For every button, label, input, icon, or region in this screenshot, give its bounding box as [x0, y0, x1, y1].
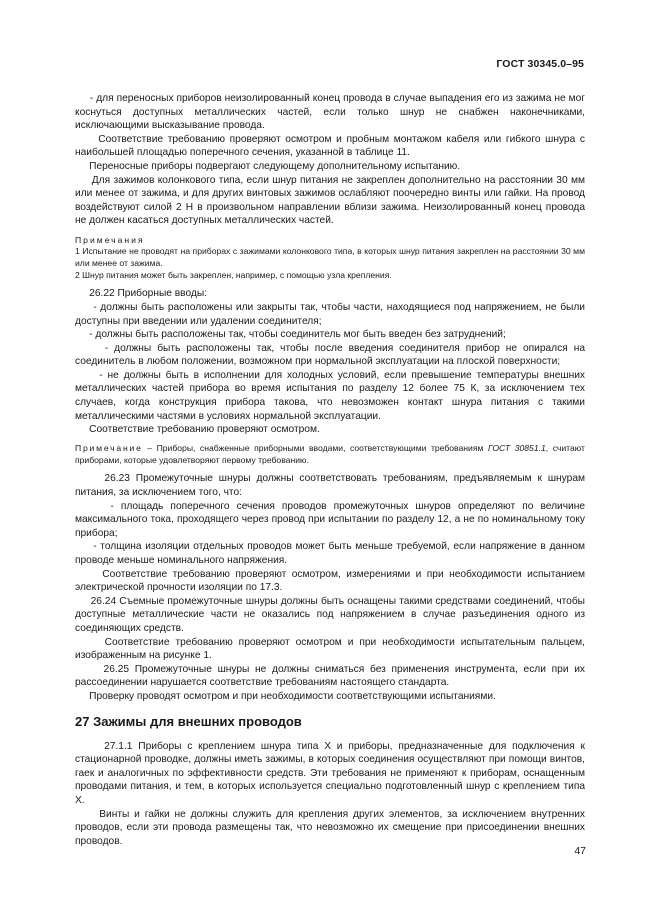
- page-content: [75, 92, 588, 848]
- clause-title: 26.22 Приборные вводы:: [75, 288, 208, 300]
- note-block: [75, 443, 585, 467]
- notes-heading: Примечания: [75, 234, 145, 245]
- paragraph: Соответствие требованию проверяют осмотром, измерениями и при необходимости испытанием электрической прочности изоляции по 17.3.: [75, 568, 588, 594]
- note-item: 2 Шнур питания может быть закреплен, например, с помощью узла крепления.: [75, 269, 392, 280]
- page-number: 47: [574, 845, 586, 857]
- list-item: - должны быть расположены так, чтобы соединитель мог быть введен без затруднений;: [75, 329, 506, 341]
- paragraph: Проверку проводят осмотром и при необходимости соответствующими испытаниями.: [75, 690, 496, 702]
- paragraph: Переносные приборы подвергают следующему дополнительному испытанию.: [75, 160, 461, 172]
- list-item: - должны быть расположены так, чтобы после введения соединителя прибор не опирался на соединитель в любом положении, возможном при нормальной эксплуатации на плоской поверхности;: [75, 342, 588, 368]
- paragraph: Винты и гайки не должны служить для крепления других элементов, за исключением внутренних проводов, если эти провода размещены так, что невозможно их смещение при присоединении внешних проводов.: [75, 808, 588, 847]
- note-item: 1 Испытание не проводят на приборах с зажимами колонкового типа, в которых шнур питания закреплен на расстоянии 30 мм или менее от зажима.: [75, 245, 585, 268]
- clause-paragraph: 26.25 Промежуточные шнуры не должны сниматься без применения инструмента, если при их рассоединении нарушается соответствие требованиям настоящего стандарта.: [75, 663, 588, 689]
- clause-paragraph: 27.1.1 Приборы с креплением шнура типа X и приборы, предназначенные для подключения к стационарной проводке, должны иметь зажимы, в которых соединения осуществляют при помощи винтов, гаек и аналогичных по эффективности средств. Эти требования не применяют к приборам, оснащенным проводами питания, и тем, в которых используется специально подготовленный шнур с креплением типа X.: [75, 740, 588, 806]
- list-item: - толщина изоляции отдельных проводов может быть меньше требуемой, если напряжение в данном проводе меньше номинального напряжения.: [75, 541, 588, 567]
- standard-header: ГОСТ 30345.0–95: [496, 58, 584, 70]
- paragraph: - для переносных приборов неизолированный конец провода в случае выпадения его из зажима не мог коснуться доступных металлических частей, если только шнур не снабжен наконечниками, исключающими высказывание провода.: [75, 93, 588, 132]
- list-item: - должны быть расположены или закрыты так, чтобы части, находящиеся под напряжением, не были доступны при введении или удалении соединителя;: [75, 301, 588, 327]
- standard-reference: ГОСТ 30851.1: [487, 442, 546, 453]
- paragraph: Для зажимов колонкового типа, если шнур питания не закреплен дополнительно на расстоянии 30 мм или менее от зажима, и для других винтовых зажимов ослабляют поочередно винты или гайки. На провод воздействуют силой 2 Н в произвольном направлении вблизи зажима. Неизолированный конец провода не должен касаться доступных металлических частей.: [75, 174, 588, 227]
- paragraph: Соответствие требованию проверяют осмотром.: [75, 424, 320, 436]
- note-label: Примечание: [75, 442, 143, 453]
- section-title: 27 Зажимы для внешних проводов: [75, 713, 302, 729]
- paragraph: Соответствие требованию проверяют осмотром и при необходимости испытательным пальцем, изображенным на рисунке 1.: [75, 636, 588, 662]
- clause-paragraph: 26.24 Съемные промежуточные шнуры должны быть оснащены такими средствами соединений, чтобы доступные металлические части не оказались под напряжением в случае разъединения одного из соединяющих средств.: [75, 595, 588, 634]
- note-text: – Приборы, снабженные приборными вводами, соответствующими требованиям: [142, 442, 488, 453]
- paragraph: Соответствие требованию проверяют осмотром и пробным монтажом кабеля или гибкого шнура с наибольшей площадью поперечного сечения, указанной в таблице 11.: [75, 133, 588, 159]
- list-item: - площадь поперечного сечения проводов промежуточных шнуров определяют по величине максимального тока, проходящего через провод при испытании по разделу 12, а не по номинальному току прибора;: [75, 500, 588, 539]
- clause-paragraph: 26.23 Промежуточные шнуры должны соответствовать требованиям, предъявляемым к шнурам питания, за исключением того, что:: [75, 473, 588, 499]
- list-item: - не должны быть в исполнении для холодных условий, если превышение температуры внешних металлических частей прибора во время испытания по разделу 12 более 75 К, за исключением тех случаев, когда конструкция прибора такова, что невозможен контакт шнура питания с такими металлическими частями в условиях нормальной эксплуатации.: [75, 369, 588, 422]
- note-text: , считают приборами, которые удовлетворяют первому требованию.: [75, 442, 585, 465]
